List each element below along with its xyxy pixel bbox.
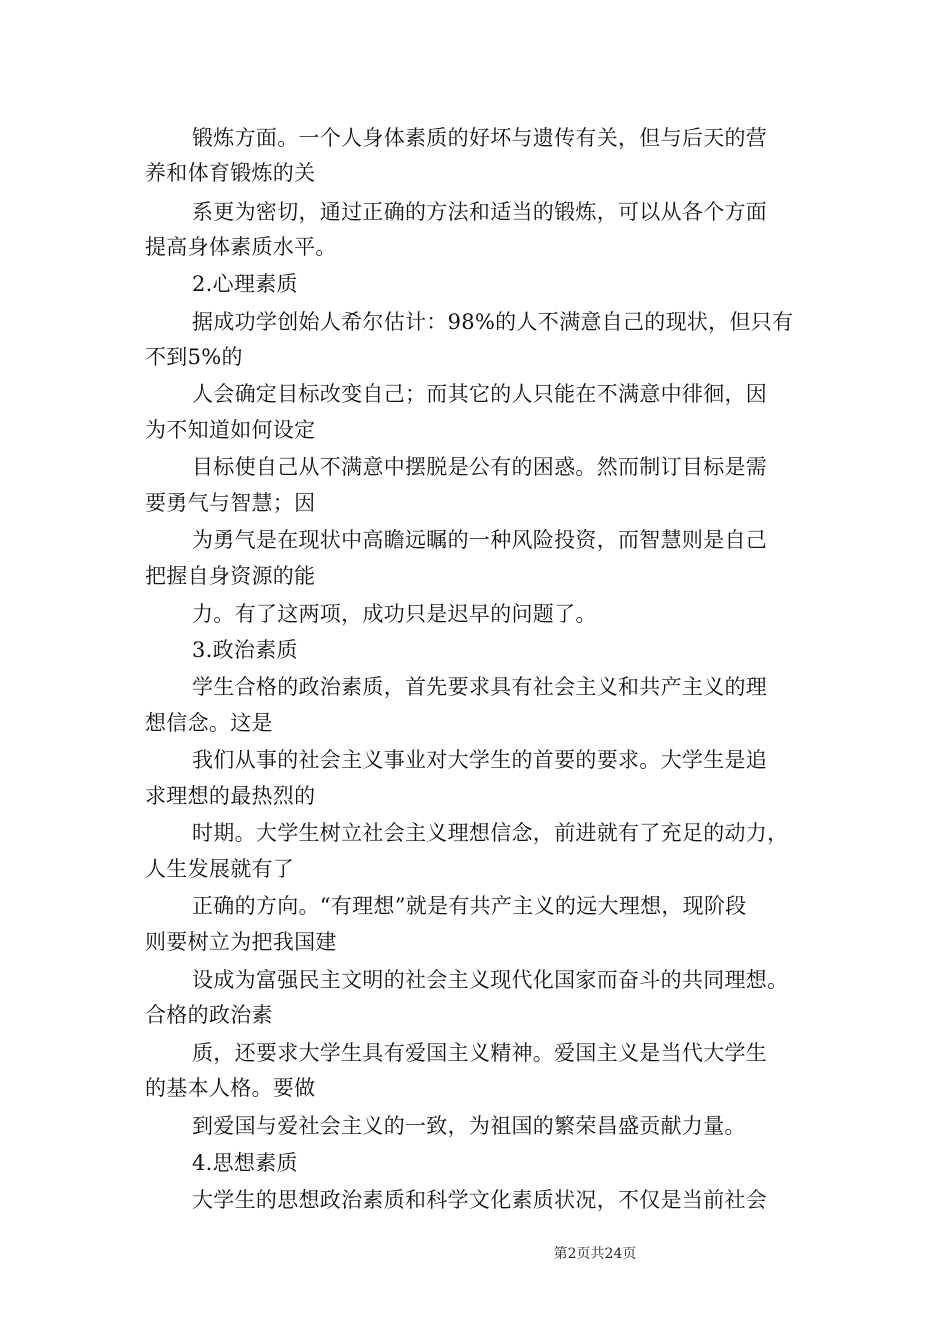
page-number-footer: 第2页共24页 (553, 1246, 637, 1262)
body-line: 为不知道如何设定 (145, 418, 316, 442)
body-line: 质，还要求大学生具有爱国主义精神。爱国主义是当代大学生 (192, 1041, 768, 1065)
body-line: 人生发展就有了 (145, 857, 295, 881)
body-line: 的基本人格。要做 (145, 1076, 316, 1100)
body-line: 想信念。这是 (145, 711, 273, 735)
body-line: 人会确定目标改变自己；而其它的人只能在不满意中徘徊，因 (192, 382, 768, 406)
section-heading: 4.思想素质 (192, 1151, 298, 1175)
body-line: 不到5%的 (145, 345, 243, 369)
body-line: 要勇气与智慧；因 (145, 491, 316, 515)
body-line: 提高身体素质水平。 (145, 235, 337, 259)
body-line: 把握自身资源的能 (145, 564, 316, 588)
body-line: 设成为富强民主文明的社会主义现代化国家而奋斗的共同理想。 (192, 968, 789, 992)
body-line: 锻炼方面。一个人身体素质的好坏与遗传有关，但与后天的营 (192, 126, 768, 150)
body-line: 学生合格的政治素质，首先要求具有社会主义和共产主义的理 (192, 675, 768, 699)
body-line: 到爱国与爱社会主义的一致，为祖国的繁荣昌盛贡献力量。 (192, 1114, 746, 1138)
body-line: 大学生的思想政治素质和科学文化素质状况，不仅是当前社会 (192, 1188, 768, 1212)
body-line: 我们从事的社会主义事业对大学生的首要的要求。大学生是追 (192, 748, 768, 772)
body-line: 则要树立为把我国建 (145, 930, 337, 954)
body-line: 养和体育锻炼的关 (145, 161, 316, 185)
body-line: 为勇气是在现状中高瞻远瞩的一种风险投资，而智慧则是自己 (192, 528, 768, 552)
body-line: 系更为密切，通过正确的方法和适当的锻炼，可以从各个方面 (192, 200, 768, 224)
body-line: 据成功学创始人希尔估计：98%的人不满意自己的现状，但只有 (192, 310, 794, 334)
body-line: 正确的方向。“有理想”就是有共产主义的远大理想，现阶段 (192, 894, 747, 918)
body-line: 时期。大学生树立社会主义理想信念，前进就有了充足的动力， (192, 821, 789, 845)
section-heading: 2.心理素质 (192, 272, 298, 296)
body-line: 力。有了这两项，成功只是迟早的问题了。 (192, 602, 597, 626)
body-line: 目标使自己从不满意中摆脱是公有的困惑。然而制订目标是需 (192, 455, 768, 479)
body-line: 合格的政治素 (145, 1003, 273, 1027)
section-heading: 3.政治素质 (192, 638, 298, 662)
body-line: 求理想的最热烈的 (145, 784, 316, 808)
